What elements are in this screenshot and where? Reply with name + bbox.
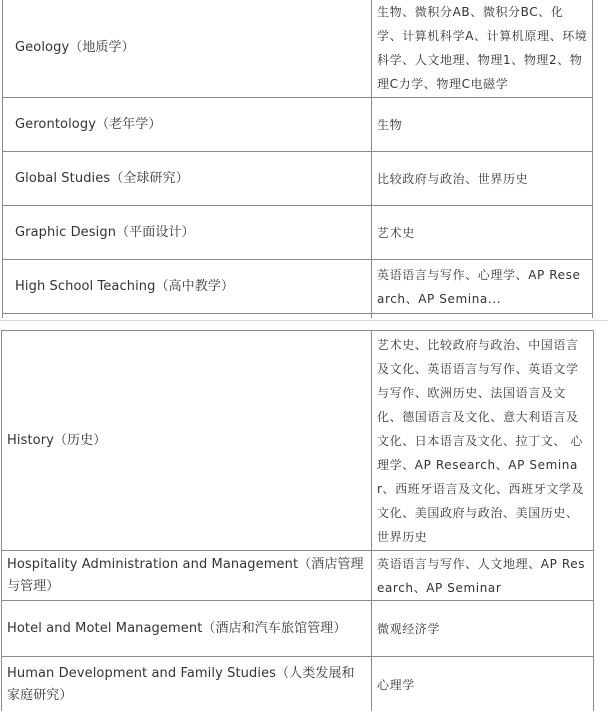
table-row [3,152,593,206]
table-row [2,657,594,711]
courses-cell: 英语语言与写作、心理学、AP Research、AP Semina... [372,260,593,314]
table-row [3,0,593,98]
table-row [2,551,594,601]
major-cell: Human Development and Family Studies（人类发展和家庭研究） [2,657,372,711]
courses-cell: 心理学 [372,657,594,711]
major-cell: Global Studies（全球研究） [3,152,372,206]
major-cell: Hospitality Administration and Management（酒店管理与管理） [2,551,372,601]
courses-cell: 艺术史、比较政府与政治、中国语言及文化、英语语言与写作、英语文学与写作、欧洲历史、法国语言及文化、德国语言及文化、意大利语言及文化、日本语言及文化、拉丁文、 心理学、AP Research、AP Seminar、西班牙语言及文化、西班牙文学及文化、美国政府与政治、美国历史、世界历史 [372,331,594,551]
table-row-cut [3,314,593,319]
courses-cell: 生物、微积分AB、微积分BC、化学、计算机科学A、计算机原理、环境科学、人文地理、物理1、物理2、物理C力学、物理C电磁学 [372,0,593,98]
empty-cell [3,314,372,319]
table-bottom-segment [0,322,608,711]
table-row [3,98,593,152]
courses-cell: 微观经济学 [372,601,594,657]
table-row [3,206,593,260]
majors-table-top [2,0,593,318]
table-row [2,331,594,551]
empty-cell [372,314,593,319]
courses-cell: 生物 [372,98,593,152]
major-cell: Graphic Design（平面设计） [3,206,372,260]
courses-cell: 艺术史 [372,206,593,260]
table-row [2,601,594,657]
major-cell: Gerontology（老年学） [3,98,372,152]
segment-divider [0,320,608,321]
table-row [3,260,593,314]
table-top-segment [0,0,608,318]
majors-table-bottom [1,330,594,711]
major-cell: History（历史） [2,331,372,551]
major-cell: High School Teaching（高中教学） [3,260,372,314]
courses-cell: 英语语言与写作、人文地理、AP Research、AP Seminar [372,551,594,601]
courses-cell: 比较政府与政治、世界历史 [372,152,593,206]
major-cell: Geology（地质学） [3,0,372,98]
major-cell: Hotel and Motel Management（酒店和汽车旅馆管理） [2,601,372,657]
